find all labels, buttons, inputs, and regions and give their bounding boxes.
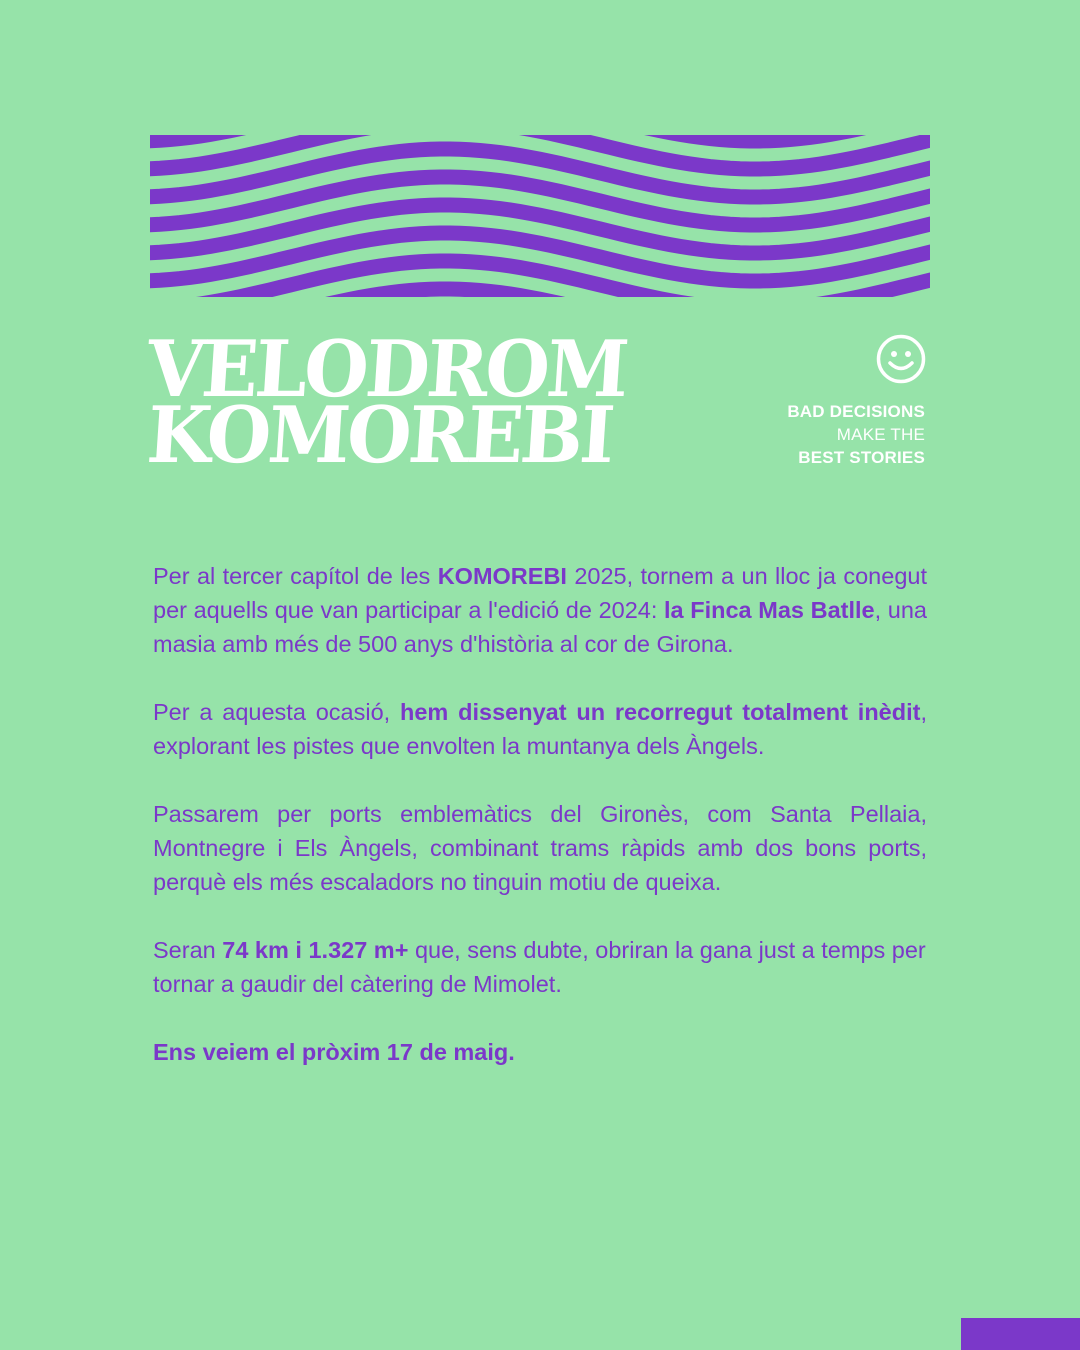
body-text [153, 559, 927, 1103]
wave-banner [150, 135, 930, 297]
tagline-line-1: BAD DECISIONS [787, 402, 925, 421]
text-run: , explorant les pistes que envolten la muntanya dels Àngels. [153, 699, 927, 759]
logo-line-velodrom: VELODROM [144, 324, 629, 415]
paragraph-route [153, 695, 927, 763]
paragraph-climbs [153, 797, 927, 899]
highlight-text: KOMOREBI [437, 563, 567, 589]
highlight-text: Ens veiem el pròxim 17 de maig. [153, 1039, 515, 1065]
highlight-text: hem dissenyat un recorregut totalment inèdit [400, 699, 921, 725]
paragraph-intro [153, 559, 927, 661]
text-run: Passarem per ports emblemàtics del Gironès, com Santa Pellaia, Montnegre i Els Àngels, combinant trams ràpids amb dos bons ports, perquè els més escaladors no tinguin motiu de queixa. [153, 801, 927, 895]
text-run: , una masia amb més de 500 anys d'història al cor de Girona. [153, 597, 927, 657]
logo [144, 324, 629, 481]
text-run: Seran [153, 937, 223, 963]
text-run: 2025, tornem a un lloc ja conegut per aquells que van participar a l'edició de 2024: [153, 563, 927, 623]
text-run: que, sens dubte, obriran la gana just a temps per tornar a gaudir del càtering de Mimolet. [153, 937, 926, 997]
logo-line-komorebi: KOMOREBI [144, 390, 615, 481]
tagline-line-2: MAKE THE [836, 425, 925, 444]
corner-accent-block [961, 1318, 1080, 1350]
highlight-text: 74 km i 1.327 m+ [222, 937, 409, 963]
text-run: Per a aquesta ocasió, [153, 699, 400, 725]
paragraph-date [153, 1035, 927, 1069]
smiley-icon [876, 334, 926, 384]
tagline [787, 400, 925, 469]
tagline-line-3: BEST STORIES [798, 448, 925, 467]
text-run: Per al tercer capítol de les [153, 563, 438, 589]
paragraph-distance [153, 933, 927, 1001]
highlight-text: la Finca Mas Batlle [664, 597, 875, 623]
